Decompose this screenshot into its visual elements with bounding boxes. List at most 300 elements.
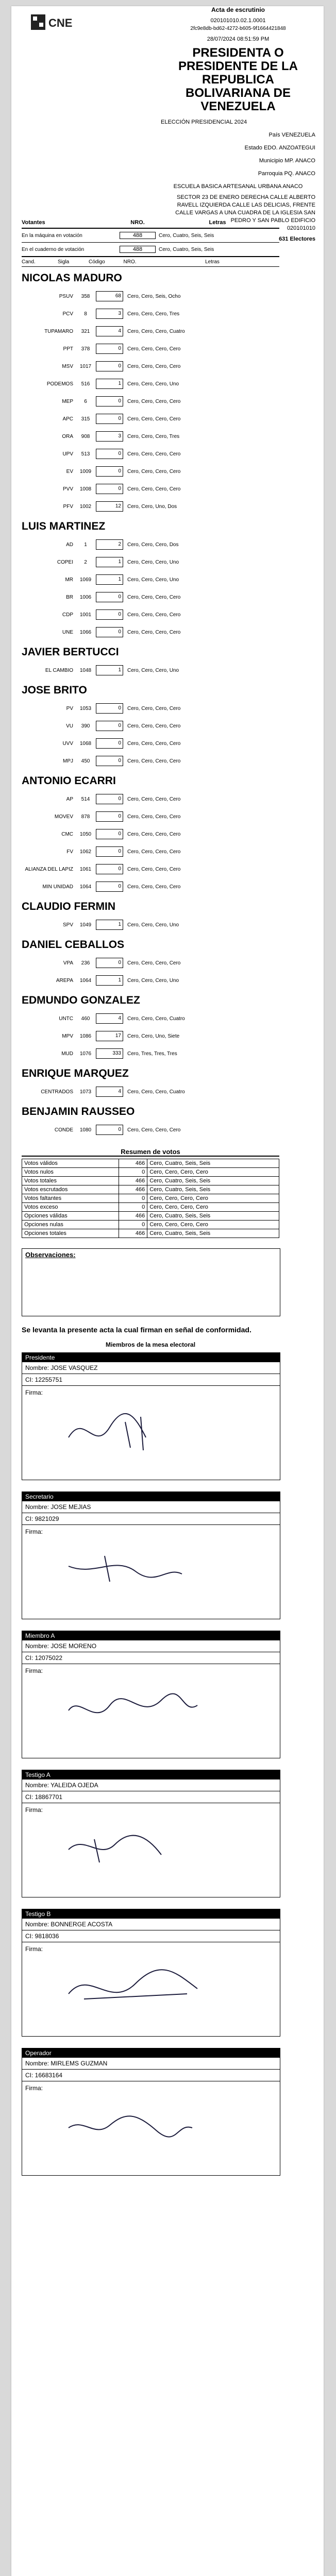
party-votes-letras: Cero, Cero, Cero, Cero	[127, 723, 181, 729]
party-votes-letras: Cero, Cero, Cero, Cero	[127, 831, 181, 837]
party-code: 1049	[79, 922, 92, 928]
resumen-number: 0	[119, 1194, 147, 1203]
party-code: 1002	[79, 503, 92, 510]
candidate-name: JOSE BRITO	[22, 684, 87, 696]
party-code: 514	[81, 796, 90, 802]
party-votes-letras: Cero, Cero, Cero, Cero	[127, 884, 181, 890]
party-votes-letras: Cero, Cero, Cero, Cuatro	[127, 328, 185, 334]
party-sigla: CMC	[61, 831, 73, 837]
party-sigla: AREPA	[56, 977, 73, 984]
election-name: ELECCIÓN PRESIDENCIAL 2024	[161, 119, 247, 125]
signature-area	[22, 1664, 280, 1758]
party-row	[11, 916, 324, 934]
party-code: 1086	[79, 1033, 92, 1039]
party-votes: 0	[96, 864, 123, 874]
handwritten-signature	[63, 2102, 218, 2154]
member-box	[22, 1352, 280, 1480]
party-votes-letras: Cero, Cero, Cero, Cero	[127, 612, 181, 618]
party-code: 1053	[79, 705, 92, 711]
resumen-letras: Cero, Cuatro, Seis, Seis	[147, 1185, 279, 1194]
candidate-name: LUIS MARTINEZ	[22, 520, 106, 532]
candidate-section	[11, 901, 324, 934]
party-row	[11, 752, 324, 770]
party-votes-letras: Cero, Cero, Cero, Uno	[127, 922, 179, 928]
party-votes-letras: Cero, Cero, Cero, Cero	[127, 629, 181, 635]
resumen-number: 466	[119, 1185, 147, 1194]
party-votes-letras: Cero, Cero, Cero, Cero	[127, 740, 181, 747]
party-row	[11, 553, 324, 571]
party-sigla: PODEMOS	[46, 381, 73, 387]
party-row	[11, 410, 324, 428]
signature-area	[22, 1803, 280, 1897]
party-row	[11, 790, 324, 808]
member-name: Nombre: JOSE VASQUEZ	[22, 1362, 280, 1374]
resumen-letras: Cero, Cero, Cero, Cero	[147, 1221, 279, 1229]
party-row	[11, 972, 324, 989]
firma-label: Firma:	[25, 1806, 43, 1814]
party-votes: 0	[96, 738, 123, 749]
member-ci: CI: 9821029	[22, 1513, 280, 1525]
party-votes: 3	[96, 431, 123, 442]
sub-nro: NRO.	[123, 259, 137, 265]
party-code: 513	[81, 451, 90, 457]
party-row	[11, 1010, 324, 1027]
party-votes: 1	[96, 557, 123, 567]
party-row	[11, 445, 324, 463]
party-sigla: PV	[66, 705, 73, 711]
party-votes-letras: Cero, Cero, Cero, Cero	[127, 758, 181, 764]
party-votes-letras: Cero, Cero, Cero, Uno	[127, 577, 179, 583]
party-votes-letras: Cero, Cero, Cero, Cuatro	[127, 1015, 185, 1022]
firma-label: Firma:	[25, 1528, 43, 1535]
party-votes-letras: Cero, Cero, Cero, Cero	[127, 960, 181, 966]
resumen-number: 0	[119, 1168, 147, 1177]
candidate-section	[11, 520, 324, 641]
party-row	[11, 480, 324, 498]
party-sigla: CENTRADOS	[41, 1089, 73, 1095]
party-sigla: PPT	[63, 346, 73, 352]
member-role: Testigo B	[22, 1909, 280, 1919]
cne-logo-icon	[28, 9, 85, 35]
party-code: 1076	[79, 1050, 92, 1057]
party-votes-letras: Cero, Cero, Cero, Cero	[127, 849, 181, 855]
party-row	[11, 588, 324, 606]
party-votes-letras: Cero, Cero, Cero, Cero	[127, 398, 181, 404]
firma-label: Firma:	[25, 1667, 43, 1674]
firma-label: Firma:	[25, 1945, 43, 1953]
party-sigla: FV	[66, 849, 73, 855]
party-sigla: VPA	[63, 960, 73, 966]
party-sigla: VU	[66, 723, 73, 729]
member-role: Secretario	[22, 1492, 280, 1501]
party-votes: 0	[96, 344, 123, 354]
parroquia: Parroquia PQ. ANACO	[258, 171, 315, 177]
member-ci: CI: 16683164	[22, 2070, 280, 2081]
party-votes-letras: Cero, Cero, Cero, Tres	[127, 433, 180, 439]
party-code: 1001	[79, 612, 92, 618]
party-row	[11, 358, 324, 375]
party-votes-letras: Cero, Cero, Uno, Siete	[127, 1033, 180, 1039]
party-votes: 1	[96, 574, 123, 585]
resumen-letras: Cero, Cero, Cero, Cero	[147, 1194, 279, 1203]
party-votes: 1	[96, 975, 123, 986]
party-votes-letras: Cero, Cero, Cero, Cuatro	[127, 1089, 185, 1095]
resumen-number: 466	[119, 1229, 147, 1238]
party-sigla: MUD	[61, 1050, 73, 1057]
resumen-section	[22, 1148, 288, 1238]
party-row	[11, 375, 324, 393]
resumen-table	[22, 1159, 279, 1238]
party-code: 1062	[79, 849, 92, 855]
candidate-section	[11, 1067, 324, 1100]
party-sigla: EL CAMBIO	[45, 667, 73, 673]
resumen-row	[22, 1185, 279, 1194]
party-votes: 0	[96, 449, 123, 459]
row-label: En la máquina en votación	[22, 232, 82, 239]
svg-text:CNE: CNE	[48, 16, 73, 29]
party-votes: 4	[96, 1013, 123, 1024]
member-box	[22, 1909, 280, 2037]
party-row	[11, 287, 324, 305]
member-box	[22, 1770, 280, 1897]
party-code: 1050	[79, 831, 92, 837]
resumen-letras: Cero, Cuatro, Seis, Seis	[147, 1159, 279, 1168]
candidate-section	[11, 272, 324, 515]
firma-label: Firma:	[25, 2084, 43, 2092]
party-sigla: MSV	[62, 363, 73, 369]
party-sigla: BR	[66, 594, 73, 600]
resumen-label: Votos exceso	[22, 1203, 119, 1212]
party-code: 908	[81, 433, 90, 439]
party-votes: 0	[96, 829, 123, 839]
party-sigla: MPV	[62, 1033, 73, 1039]
party-votes: 0	[96, 361, 123, 371]
party-votes: 0	[96, 846, 123, 857]
candidate-section	[11, 684, 324, 770]
party-votes: 0	[96, 396, 123, 406]
party-code: 1073	[79, 1089, 92, 1095]
party-votes: 0	[96, 484, 123, 494]
party-sigla: SPV	[62, 922, 73, 928]
resumen-label: Opciones válidas	[22, 1212, 119, 1221]
party-votes-letras: Cero, Cero, Cero, Cero	[127, 346, 181, 352]
observaciones-label: Observaciones:	[25, 1251, 76, 1259]
party-votes: 68	[96, 291, 123, 301]
acta-hash: 2fc9e8db-bd62-4272-b605-9f1664421848	[190, 26, 286, 31]
party-code: 1080	[79, 1127, 92, 1133]
acta-document	[11, 6, 324, 2576]
resumen-title: Resumen de votos	[22, 1148, 279, 1157]
party-sigla: CONDE	[54, 1127, 73, 1133]
party-code: 1068	[79, 740, 92, 747]
party-row	[11, 878, 324, 895]
party-votes-letras: Cero, Cero, Cero, Uno	[127, 381, 179, 387]
candidate-section	[11, 646, 324, 679]
candidate-name: BENJAMIN RAUSSEO	[22, 1106, 135, 1117]
sub-sigla: Sigla	[58, 259, 70, 265]
party-row	[11, 498, 324, 515]
party-sigla: UNE	[62, 629, 73, 635]
party-row	[11, 700, 324, 717]
party-votes: 12	[96, 501, 123, 512]
party-code: 321	[81, 328, 90, 334]
resumen-label: Votos faltantes	[22, 1194, 119, 1203]
party-row	[11, 428, 324, 445]
party-sigla: MIN UNIDAD	[42, 884, 73, 890]
party-sigla: CDP	[62, 612, 73, 618]
row-letras: Cero, Cuatro, Seis, Seis	[159, 246, 214, 252]
firma-label: Firma:	[25, 1389, 43, 1396]
acta-title: Acta de escrutinio	[211, 6, 265, 13]
party-row	[11, 340, 324, 358]
resumen-label: Votos válidos	[22, 1159, 119, 1168]
candidate-section	[11, 775, 324, 895]
handwritten-signature	[63, 1824, 218, 1875]
member-name: Nombre: BONNERGE ACOSTA	[22, 1919, 280, 1930]
col-letras: Letras	[209, 219, 226, 226]
party-votes-letras: Cero, Cero, Cero, Cero	[127, 814, 181, 820]
resumen-row	[22, 1177, 279, 1185]
center-code: 020101010	[287, 225, 315, 231]
row-nro: 488	[120, 232, 156, 239]
party-code: 1069	[79, 577, 92, 583]
party-votes: 0	[96, 466, 123, 477]
party-row	[11, 860, 324, 878]
party-votes: 1	[96, 379, 123, 389]
party-row	[11, 662, 324, 679]
resumen-label: Votos totales	[22, 1177, 119, 1185]
col-nro: NRO.	[130, 219, 145, 226]
resumen-letras: Cero, Cuatro, Seis, Seis	[147, 1229, 279, 1238]
party-votes-letras: Cero, Cero, Seis, Ocho	[127, 293, 181, 299]
party-votes: 0	[96, 794, 123, 804]
member-role: Miembro A	[22, 1631, 280, 1640]
party-votes: 0	[96, 882, 123, 892]
resumen-row	[22, 1168, 279, 1177]
handwritten-signature	[63, 1406, 218, 1458]
party-code: 1064	[79, 884, 92, 890]
party-votes: 0	[96, 703, 123, 714]
candidate-name: DANIEL CEBALLOS	[22, 939, 125, 951]
candidate-section	[11, 994, 324, 1062]
observaciones-box	[22, 1248, 280, 1316]
party-votes-letras: Cero, Cero, Cero, Uno	[127, 977, 179, 984]
member-role: Presidente	[22, 1353, 280, 1362]
party-code: 8	[84, 311, 87, 317]
party-code: 358	[81, 293, 90, 299]
candidate-name: JAVIER BERTUCCI	[22, 646, 119, 658]
member-ci: CI: 12075022	[22, 1652, 280, 1664]
sub-cand: Cand.	[22, 259, 36, 265]
party-sigla: MPJ	[63, 758, 73, 764]
party-votes-letras: Cero, Cero, Cero, Cero	[127, 1127, 181, 1133]
member-role: Operador	[22, 2048, 280, 2058]
party-row	[11, 323, 324, 340]
party-sigla: TUPAMARO	[44, 328, 73, 334]
party-votes: 0	[96, 811, 123, 822]
party-votes: 4	[96, 326, 123, 336]
signature-area	[22, 1525, 280, 1619]
party-row	[11, 717, 324, 735]
member-name: Nombre: YALEIDA OJEDA	[22, 1780, 280, 1791]
party-votes-letras: Cero, Cero, Cero, Cero	[127, 594, 181, 600]
party-code: 236	[81, 960, 90, 966]
closing-text: Se levanta la presente acta la cual firman en señal de conformidad.	[22, 1326, 251, 1334]
party-votes: 0	[96, 1125, 123, 1135]
party-sigla: MOVEV	[54, 814, 73, 820]
member-name: Nombre: MIRLEMS GUZMAN	[22, 2058, 280, 2070]
resumen-letras: Cero, Cuatro, Seis, Seis	[147, 1212, 279, 1221]
electors-count: 631 Electores	[279, 236, 315, 242]
party-votes: 0	[96, 414, 123, 424]
resumen-label: Opciones nulas	[22, 1221, 119, 1229]
votantes-row-cuaderno	[22, 243, 279, 257]
country: País VENEZUELA	[268, 132, 315, 138]
handwritten-signature	[63, 1685, 218, 1736]
party-sigla: MEP	[62, 398, 73, 404]
party-votes-letras: Cero, Cero, Cero, Cero	[127, 468, 181, 474]
closing-section	[22, 1326, 279, 1348]
party-votes: 0	[96, 609, 123, 620]
party-row	[11, 571, 324, 588]
member-ci: CI: 18867701	[22, 1791, 280, 1803]
party-sigla: UVV	[62, 740, 73, 747]
col-votantes: Votantes	[22, 219, 45, 226]
party-votes: 0	[96, 721, 123, 731]
party-votes-letras: Cero, Cero, Cero, Cero	[127, 866, 181, 872]
party-votes: 1	[96, 920, 123, 930]
candidate-name: ANTONIO ECARRI	[22, 775, 116, 787]
party-sigla: ALIANZA DEL LAPIZ	[25, 866, 73, 872]
party-votes: 333	[96, 1048, 123, 1059]
handwritten-signature	[63, 1963, 218, 2014]
party-sigla: PFV	[63, 503, 73, 510]
party-votes-letras: Cero, Cero, Cero, Cero	[127, 416, 181, 422]
party-row	[11, 623, 324, 641]
party-code: 315	[81, 416, 90, 422]
party-row	[11, 1121, 324, 1139]
party-votes: 17	[96, 1031, 123, 1041]
party-code: 1	[84, 541, 87, 548]
acta-datetime: 28/07/2024 08:51:59 PM	[207, 36, 270, 42]
party-votes-letras: Cero, Tres, Tres, Tres	[127, 1050, 177, 1057]
party-row	[11, 1045, 324, 1062]
resumen-number: 466	[119, 1177, 147, 1185]
resumen-label: Votos nulos	[22, 1168, 119, 1177]
party-code: 1006	[79, 594, 92, 600]
party-code: 1017	[79, 363, 92, 369]
school-name: ESCUELA BASICA ARTESANAL URBANA ANACO	[173, 183, 303, 190]
party-votes-letras: Cero, Cero, Cero, Tres	[127, 311, 180, 317]
acta-code: 020101010.02.1.0001	[210, 18, 266, 24]
sub-letras: Letras	[205, 259, 220, 265]
party-votes-letras: Cero, Cero, Cero, Cero	[127, 451, 181, 457]
party-code: 450	[81, 758, 90, 764]
party-sigla: APC	[62, 416, 73, 422]
party-sigla: ORA	[62, 433, 73, 439]
resumen-row	[22, 1194, 279, 1203]
candidate-name: EDMUNDO GONZALEZ	[22, 994, 140, 1006]
party-votes: 0	[96, 756, 123, 766]
party-votes-letras: Cero, Cero, Cero, Cero	[127, 705, 181, 711]
party-code: 1048	[79, 667, 92, 673]
party-row	[11, 843, 324, 860]
resumen-letras: Cero, Cero, Cero, Cero	[147, 1203, 279, 1212]
members-list	[11, 1352, 324, 2176]
party-votes-letras: Cero, Cero, Cero, Uno	[127, 667, 179, 673]
member-ci: CI: 9818036	[22, 1930, 280, 1942]
signature-area	[22, 2081, 280, 2175]
resumen-number: 466	[119, 1212, 147, 1221]
resumen-row	[22, 1212, 279, 1221]
party-code: 378	[81, 346, 90, 352]
school-address: SECTOR 23 DE ENERO DERECHA CALLE ALBERTO RAVELL IZQUIERDA CALLE LAS DELICIAS, FRENTE CALLE VARGAS A UNA CUADRA DE LA IGLESIA SAN PEDRO Y SAN PABLO EDIFICIO	[175, 194, 315, 224]
party-row	[11, 954, 324, 972]
party-code: 878	[81, 814, 90, 820]
member-box	[22, 1631, 280, 1758]
party-code: 460	[81, 1015, 90, 1022]
party-sigla: AD	[66, 541, 73, 548]
resumen-row	[22, 1221, 279, 1229]
party-code: 1066	[79, 629, 92, 635]
resumen-number: 0	[119, 1203, 147, 1212]
party-votes-letras: Cero, Cero, Cero, Cero	[127, 486, 181, 492]
resumen-number: 0	[119, 1221, 147, 1229]
party-votes: 2	[96, 539, 123, 550]
party-votes: 0	[96, 958, 123, 968]
member-name: Nombre: JOSE MORENO	[22, 1640, 280, 1652]
party-code: 2	[84, 559, 87, 565]
party-sigla: COPEI	[57, 559, 73, 565]
resumen-row	[22, 1203, 279, 1212]
candidate-name: NICOLAS MADURO	[22, 272, 122, 284]
party-sigla: PCV	[62, 311, 73, 317]
candidates-subheader	[22, 257, 279, 267]
member-name: Nombre: JOSE MEJIAS	[22, 1501, 280, 1513]
sub-codigo: Código	[89, 259, 105, 265]
member-role: Testigo A	[22, 1770, 280, 1780]
row-letras: Cero, Cuatro, Seis, Seis	[159, 232, 214, 239]
candidate-name: CLAUDIO FERMIN	[22, 901, 115, 912]
party-row	[11, 305, 324, 323]
party-sigla: PSUV	[59, 293, 73, 299]
party-row	[11, 393, 324, 410]
party-code: 390	[81, 723, 90, 729]
candidates-list	[11, 272, 324, 1139]
party-votes: 1	[96, 665, 123, 675]
party-row	[11, 1083, 324, 1100]
party-votes-letras: Cero, Cero, Cero, Uno	[127, 559, 179, 565]
party-code: 1064	[79, 977, 92, 984]
party-votes-letras: Cero, Cero, Cero, Cero	[127, 363, 181, 369]
party-votes: 3	[96, 309, 123, 319]
party-sigla: EV	[66, 468, 73, 474]
member-ci: CI: 12255751	[22, 1374, 280, 1386]
resumen-label: Opciones totales	[22, 1229, 119, 1238]
party-row	[11, 735, 324, 752]
party-votes: 0	[96, 592, 123, 602]
party-row	[11, 808, 324, 825]
signature-area	[22, 1386, 280, 1480]
party-sigla: UNTC	[59, 1015, 73, 1022]
party-sigla: AP	[66, 796, 73, 802]
member-box	[22, 1492, 280, 1619]
mesa-title: Miembros de la mesa electoral	[105, 1341, 196, 1348]
party-row	[11, 463, 324, 480]
party-sigla: MR	[65, 577, 73, 583]
party-code: 1008	[79, 486, 92, 492]
party-sigla: PVV	[62, 486, 73, 492]
